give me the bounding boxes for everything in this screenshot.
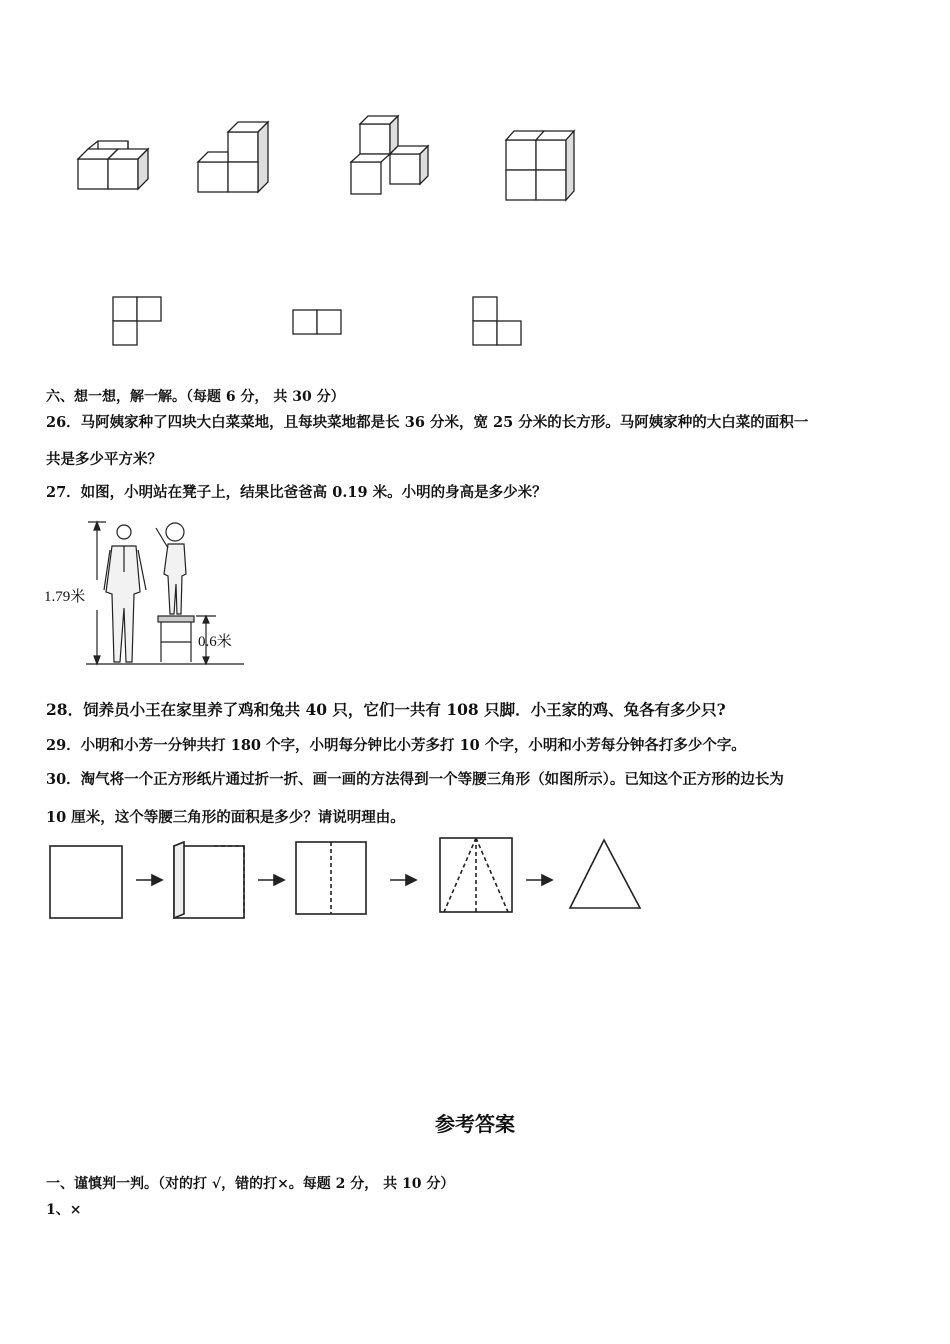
father-height-label: 1.79米 <box>44 589 86 605</box>
answer-key-title: 参考答案 <box>435 1112 515 1136</box>
question-30-line2: 10 厘米，这个等腰三角形的面积是多少？请说明理由。 <box>46 809 405 826</box>
section-heading: 六、想一想，解一解。（每题 6 分， 共 30 分） <box>46 389 345 405</box>
view-shape-1 <box>112 296 164 348</box>
view-shape-2 <box>292 309 344 337</box>
question-30-line1: 30．淘气将一个正方形纸片通过折一折、画一画的方法得到一个等腰三角形（如图所示）。已知这个正方形的边长为 <box>46 771 784 788</box>
question-29: 29．小明和小芳一分钟共打 180 个字，小明每分钟比小芳多打 10 个字，小明和小芳每分钟各打多少个字。 <box>46 737 746 754</box>
question-28: 28．饲养员小王在家里养了鸡和兔共 40 只，它们一共有 108 只脚．小王家的鸡、兔各有多少只? <box>46 700 726 719</box>
cube-figure-1 <box>76 138 156 198</box>
stool-height-label: 0.6米 <box>198 634 232 650</box>
question-26-line1: 26．马阿姨家种了四块大白菜菜地，且每块菜地都是长 36 分米，宽 25 分米的长方形。马阿姨家种的大白菜的面积一 <box>46 414 809 431</box>
answer-1: 1、× <box>46 1202 82 1218</box>
view-shape-3 <box>472 296 524 348</box>
square-paper <box>50 846 122 918</box>
cube-figure-4 <box>504 128 584 208</box>
answer-section-heading: 一、谨慎判一判。（对的打 √，错的打×。每题 2 分， 共 10 分） <box>46 1176 455 1192</box>
question-26-line2: 共是多少平方米？ <box>46 451 162 468</box>
folding-figure <box>44 836 654 926</box>
question-27: 27．如图，小明站在凳子上，结果比爸爸高 0.19 米。小明的身高是多少米？ <box>46 484 547 501</box>
cube-figure-3 <box>348 114 438 199</box>
cube-figure-2 <box>196 120 276 200</box>
height-figure <box>44 512 254 670</box>
